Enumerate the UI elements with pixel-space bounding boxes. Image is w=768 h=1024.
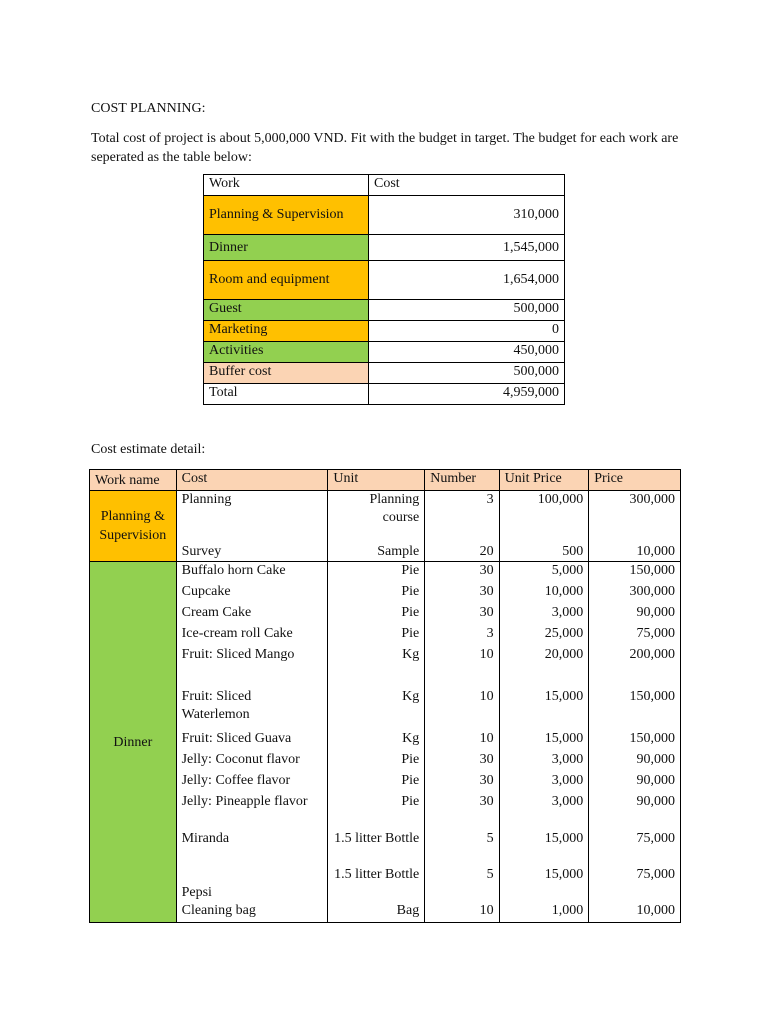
header-number: Number bbox=[425, 470, 499, 491]
number-cell: 5 bbox=[425, 830, 499, 866]
summary-row bbox=[204, 342, 565, 363]
unit-cell: Pie bbox=[328, 562, 425, 583]
summary-header-cost: Cost bbox=[369, 175, 565, 196]
price-cell: 75,000 bbox=[589, 866, 681, 902]
unit-price-cell: 3,000 bbox=[499, 793, 589, 830]
summary-cost-cell: 450,000 bbox=[369, 342, 565, 363]
number-cell: 30 bbox=[425, 583, 499, 604]
number-cell: 3 bbox=[425, 625, 499, 646]
unit-cell: Pie bbox=[328, 793, 425, 830]
table-row bbox=[90, 625, 681, 646]
intro-paragraph: Total cost of project is about 5,000,000 VND. Fit with the budget in target. The budget for each work are seperated as the table below: bbox=[91, 131, 679, 165]
unit-price-cell: 25,000 bbox=[499, 625, 589, 646]
price-cell: 150,000 bbox=[589, 688, 681, 730]
table-row bbox=[90, 646, 681, 688]
table-row bbox=[90, 751, 681, 772]
cost-cell: Ice-cream roll Cake bbox=[176, 625, 328, 646]
table-row bbox=[90, 540, 681, 562]
group-name-cell: Dinner bbox=[90, 562, 177, 923]
cost-cell: Fruit: Sliced Guava bbox=[176, 730, 328, 751]
number-cell: 5 bbox=[425, 866, 499, 902]
price-cell: 300,000 bbox=[589, 491, 681, 540]
summary-total-value: 4,959,000 bbox=[369, 384, 565, 405]
summary-total-row bbox=[204, 384, 565, 405]
number-cell: 10 bbox=[425, 902, 499, 923]
unit-cell: Pie bbox=[328, 604, 425, 625]
summary-work-cell: Room and equipment bbox=[204, 261, 369, 300]
table-row bbox=[90, 688, 681, 730]
cost-cell: Jelly: Coconut flavor bbox=[176, 751, 328, 772]
table-row bbox=[90, 793, 681, 830]
unit-cell: Pie bbox=[328, 751, 425, 772]
summary-row bbox=[204, 196, 565, 235]
table-row bbox=[90, 730, 681, 751]
summary-row bbox=[204, 321, 565, 342]
price-cell: 90,000 bbox=[589, 772, 681, 793]
cost-cell: Cleaning bag bbox=[176, 902, 328, 923]
summary-work-cell: Activities bbox=[204, 342, 369, 363]
summary-cost-cell: 310,000 bbox=[369, 196, 565, 235]
unit-price-cell: 1,000 bbox=[499, 902, 589, 923]
summary-header-row bbox=[204, 175, 565, 196]
unit-price-cell: 15,000 bbox=[499, 866, 589, 902]
unit-price-cell: 10,000 bbox=[499, 583, 589, 604]
price-cell: 10,000 bbox=[589, 540, 681, 562]
unit-cell: Kg bbox=[328, 730, 425, 751]
number-cell: 30 bbox=[425, 604, 499, 625]
summary-row bbox=[204, 235, 565, 261]
table-row bbox=[90, 902, 681, 923]
summary-work-cell: Planning & Supervision bbox=[204, 196, 369, 235]
price-cell: 150,000 bbox=[589, 562, 681, 583]
unit-cell: Pie bbox=[328, 583, 425, 604]
summary-cost-cell: 1,654,000 bbox=[369, 261, 565, 300]
number-cell: 10 bbox=[425, 688, 499, 730]
unit-cell: Planning course bbox=[328, 491, 425, 540]
unit-cell: Bag bbox=[328, 902, 425, 923]
unit-price-cell: 100,000 bbox=[499, 491, 589, 540]
summary-cost-cell: 1,545,000 bbox=[369, 235, 565, 261]
table-row bbox=[90, 562, 681, 583]
unit-cell: 1.5 litter Bottle bbox=[328, 830, 425, 866]
price-cell: 90,000 bbox=[589, 793, 681, 830]
cost-cell: Cupcake bbox=[176, 583, 328, 604]
header-cost: Cost bbox=[176, 470, 328, 491]
table-row bbox=[90, 830, 681, 866]
summary-cost-cell: 500,000 bbox=[369, 300, 565, 321]
unit-price-cell: 3,000 bbox=[499, 772, 589, 793]
page-heading: COST PLANNING: bbox=[91, 101, 206, 116]
summary-work-cell: Guest bbox=[204, 300, 369, 321]
table-row bbox=[90, 866, 681, 902]
summary-work-cell: Buffer cost bbox=[204, 363, 369, 384]
cost-cell: Fruit: Sliced Mango bbox=[176, 646, 328, 688]
unit-cell: Pie bbox=[328, 772, 425, 793]
table-row bbox=[90, 583, 681, 604]
summary-row bbox=[204, 261, 565, 300]
price-cell: 75,000 bbox=[589, 625, 681, 646]
unit-price-cell: 20,000 bbox=[499, 646, 589, 688]
unit-cell: Kg bbox=[328, 646, 425, 688]
table-row bbox=[90, 491, 681, 540]
detail-heading: Cost estimate detail: bbox=[91, 442, 206, 457]
summary-table bbox=[203, 174, 565, 405]
summary-row bbox=[204, 300, 565, 321]
number-cell: 30 bbox=[425, 793, 499, 830]
unit-cell: Kg bbox=[328, 688, 425, 730]
price-cell: 300,000 bbox=[589, 583, 681, 604]
summary-work-cell: Marketing bbox=[204, 321, 369, 342]
cost-cell: Buffalo horn Cake bbox=[176, 562, 328, 583]
price-cell: 200,000 bbox=[589, 646, 681, 688]
number-cell: 30 bbox=[425, 772, 499, 793]
price-cell: 90,000 bbox=[589, 751, 681, 772]
number-cell: 20 bbox=[425, 540, 499, 562]
unit-price-cell: 500 bbox=[499, 540, 589, 562]
cost-cell: Survey bbox=[176, 540, 328, 562]
summary-total-label: Total bbox=[204, 384, 369, 405]
header-unit-price: Unit Price bbox=[499, 470, 589, 491]
unit-cell: Sample bbox=[328, 540, 425, 562]
cost-cell: Jelly: Pineapple flavor bbox=[176, 793, 328, 830]
detail-table bbox=[89, 469, 681, 923]
number-cell: 30 bbox=[425, 562, 499, 583]
number-cell: 3 bbox=[425, 491, 499, 540]
number-cell: 10 bbox=[425, 646, 499, 688]
summary-row bbox=[204, 363, 565, 384]
price-cell: 10,000 bbox=[589, 902, 681, 923]
unit-cell: Pie bbox=[328, 625, 425, 646]
cost-cell: Cream Cake bbox=[176, 604, 328, 625]
cost-cell: Fruit: Sliced Waterlemon bbox=[176, 688, 328, 730]
detail-header-row bbox=[90, 470, 681, 491]
price-cell: 150,000 bbox=[589, 730, 681, 751]
summary-cost-cell: 0 bbox=[369, 321, 565, 342]
unit-price-cell: 15,000 bbox=[499, 688, 589, 730]
cost-cell: Pepsi bbox=[176, 866, 328, 902]
header-unit: Unit bbox=[328, 470, 425, 491]
unit-cell: 1.5 litter Bottle bbox=[328, 866, 425, 902]
table-row bbox=[90, 604, 681, 625]
group-name-cell: Planning & Supervision bbox=[90, 491, 177, 562]
price-cell: 90,000 bbox=[589, 604, 681, 625]
unit-price-cell: 15,000 bbox=[499, 830, 589, 866]
number-cell: 30 bbox=[425, 751, 499, 772]
header-work-name: Work name bbox=[90, 470, 177, 491]
unit-price-cell: 15,000 bbox=[499, 730, 589, 751]
unit-price-cell: 3,000 bbox=[499, 751, 589, 772]
table-row bbox=[90, 772, 681, 793]
unit-price-cell: 5,000 bbox=[499, 562, 589, 583]
summary-header-work: Work bbox=[204, 175, 369, 196]
price-cell: 75,000 bbox=[589, 830, 681, 866]
summary-work-cell: Dinner bbox=[204, 235, 369, 261]
header-price: Price bbox=[589, 470, 681, 491]
unit-price-cell: 3,000 bbox=[499, 604, 589, 625]
cost-cell: Jelly: Coffee flavor bbox=[176, 772, 328, 793]
number-cell: 10 bbox=[425, 730, 499, 751]
cost-cell: Planning bbox=[176, 491, 328, 540]
cost-cell: Miranda bbox=[176, 830, 328, 866]
summary-cost-cell: 500,000 bbox=[369, 363, 565, 384]
